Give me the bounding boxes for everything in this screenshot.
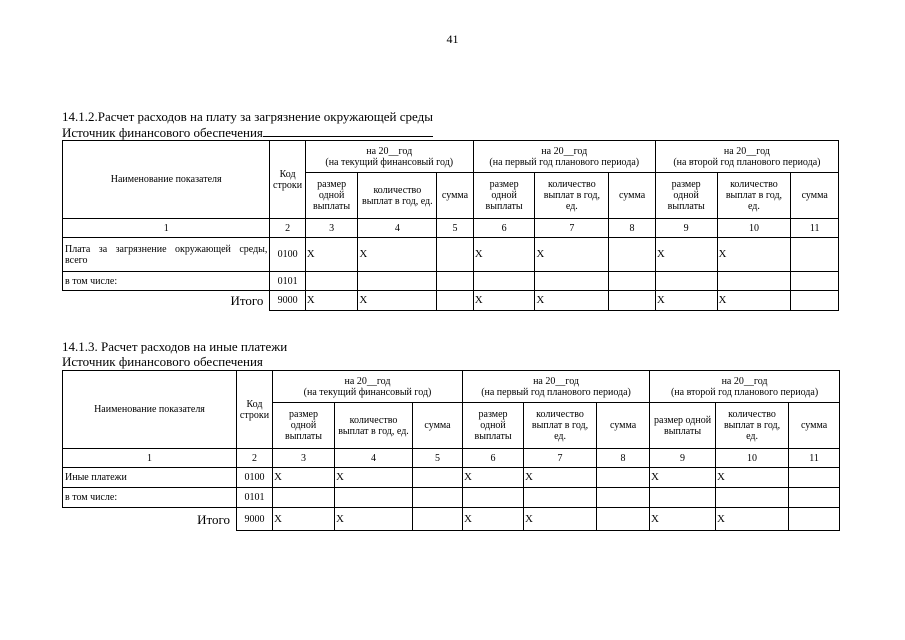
- value-cell[interactable]: [717, 272, 791, 291]
- header-period-first: на 20__год (на первый год планового периода): [463, 371, 650, 403]
- value-cell[interactable]: X: [524, 508, 597, 531]
- row-code: 9000: [237, 508, 273, 531]
- value-cell[interactable]: X: [305, 291, 358, 311]
- value-cell[interactable]: [609, 238, 656, 272]
- value-cell[interactable]: X: [524, 468, 597, 488]
- header-sum: сумма: [437, 173, 473, 219]
- column-number: 5: [413, 449, 463, 468]
- header-period-current: на 20__год (на текущий финансовый год): [273, 371, 463, 403]
- value-cell[interactable]: X: [335, 508, 413, 531]
- header-payments-count: количество выплат в год, ед.: [524, 403, 597, 449]
- column-number: 11: [789, 449, 840, 468]
- total-row: [63, 508, 840, 531]
- value-cell[interactable]: [597, 468, 650, 488]
- header-sum: сумма: [597, 403, 650, 449]
- column-number-row: [63, 219, 839, 238]
- value-cell[interactable]: [597, 488, 650, 508]
- value-cell[interactable]: [358, 272, 437, 291]
- header-payments-count: количество выплат в год, ед.: [716, 403, 789, 449]
- funding-source-label-2: [62, 355, 263, 369]
- value-cell[interactable]: [473, 272, 535, 291]
- column-number: 7: [524, 449, 597, 468]
- funding-source-text: Источник финансового обеспечения: [62, 125, 263, 140]
- value-cell[interactable]: X: [473, 238, 535, 272]
- column-number-row: [63, 449, 840, 468]
- value-cell[interactable]: [597, 508, 650, 531]
- value-cell[interactable]: [716, 488, 789, 508]
- header-indicator: Наименование показателя: [63, 141, 270, 219]
- value-cell[interactable]: X: [273, 508, 335, 531]
- value-cell[interactable]: [789, 508, 840, 531]
- value-cell[interactable]: X: [716, 508, 789, 531]
- row-name: Плата за загрязнение окружающей среды, всего: [63, 238, 270, 272]
- value-cell[interactable]: [273, 488, 335, 508]
- column-number: 10: [717, 219, 791, 238]
- value-cell[interactable]: X: [650, 468, 716, 488]
- header-payments-count: количество выплат в год, ед.: [335, 403, 413, 449]
- header-period-second: на 20__год (на второй год планового периода): [655, 141, 838, 173]
- column-number: 3: [273, 449, 335, 468]
- header-payment-size: размер одной выплаты: [655, 173, 717, 219]
- header-payment-size: размер одной выплаты: [273, 403, 335, 449]
- value-cell[interactable]: [413, 468, 463, 488]
- value-cell[interactable]: [305, 272, 358, 291]
- value-cell[interactable]: [535, 272, 609, 291]
- value-cell[interactable]: X: [535, 238, 609, 272]
- value-cell[interactable]: [609, 291, 656, 311]
- header-code: Код строки: [237, 371, 273, 449]
- row-name: в том числе:: [63, 272, 270, 291]
- header-payment-size: размер одной выплаты: [650, 403, 716, 449]
- column-number: 8: [609, 219, 656, 238]
- column-number: 5: [437, 219, 473, 238]
- row-code: 9000: [270, 291, 305, 311]
- funding-source-text: Источник финансового обеспечения: [62, 354, 263, 369]
- header-period-first: на 20__год (на первый год планового периода): [473, 141, 655, 173]
- total-label: Итого: [197, 511, 230, 527]
- table-row: [63, 272, 839, 291]
- value-cell[interactable]: [791, 272, 839, 291]
- header-payment-size: размер одной выплаты: [473, 173, 535, 219]
- value-cell[interactable]: [650, 488, 716, 508]
- value-cell[interactable]: X: [305, 238, 358, 272]
- column-number: 2: [237, 449, 273, 468]
- column-number: 4: [358, 219, 437, 238]
- pollution-payment-table: [62, 140, 839, 311]
- header-payments-count: количество выплат в год, ед.: [717, 173, 791, 219]
- value-cell[interactable]: [791, 291, 839, 311]
- row-name: в том числе:: [63, 488, 237, 508]
- column-number: 2: [270, 219, 305, 238]
- value-cell[interactable]: [609, 272, 656, 291]
- row-name: Иные платежи: [63, 468, 237, 488]
- value-cell[interactable]: X: [358, 291, 437, 311]
- column-number: 6: [463, 449, 524, 468]
- header-period-second: на 20__год (на второй год планового периода): [650, 371, 840, 403]
- value-cell[interactable]: [335, 488, 413, 508]
- header-payment-size: размер одной выплаты: [305, 173, 358, 219]
- row-code: 0101: [237, 488, 273, 508]
- header-sum: сумма: [789, 403, 840, 449]
- value-cell[interactable]: X: [650, 508, 716, 531]
- column-number: 1: [63, 449, 237, 468]
- value-cell[interactable]: [437, 272, 473, 291]
- value-cell[interactable]: X: [535, 291, 609, 311]
- value-cell[interactable]: [789, 488, 840, 508]
- value-cell[interactable]: [413, 488, 463, 508]
- column-number: 8: [597, 449, 650, 468]
- column-number: 4: [335, 449, 413, 468]
- header-period-current: на 20__год (на текущий финансовый год): [305, 141, 473, 173]
- value-cell[interactable]: X: [717, 238, 791, 272]
- value-cell[interactable]: [524, 488, 597, 508]
- value-cell[interactable]: [789, 468, 840, 488]
- header-code: Код строки: [270, 141, 305, 219]
- value-cell[interactable]: [655, 272, 717, 291]
- value-cell[interactable]: X: [463, 508, 524, 531]
- value-cell[interactable]: X: [473, 291, 535, 311]
- column-number: 1: [63, 219, 270, 238]
- page-number: 41: [446, 32, 459, 46]
- header-sum: сумма: [609, 173, 656, 219]
- funding-source-blank: [263, 125, 433, 137]
- column-number: 10: [716, 449, 789, 468]
- header-sum: сумма: [413, 403, 463, 449]
- table-row: [63, 468, 840, 488]
- value-cell[interactable]: [791, 238, 839, 272]
- value-cell[interactable]: [437, 238, 473, 272]
- value-cell[interactable]: X: [655, 291, 717, 311]
- total-label: Итого: [230, 293, 264, 309]
- value-cell[interactable]: [413, 508, 463, 531]
- total-row: [63, 291, 839, 311]
- row-code: 0101: [270, 272, 305, 291]
- header-payments-count: количество выплат в год, ед.: [535, 173, 609, 219]
- column-number: 9: [650, 449, 716, 468]
- other-payments-table: [62, 370, 840, 531]
- column-number: 11: [791, 219, 839, 238]
- value-cell[interactable]: [437, 291, 473, 311]
- value-cell[interactable]: X: [463, 468, 524, 488]
- header-payment-size: размер одной выплаты: [463, 403, 524, 449]
- table-row: [63, 238, 839, 272]
- value-cell[interactable]: X: [655, 238, 717, 272]
- column-number: 6: [473, 219, 535, 238]
- column-number: 7: [535, 219, 609, 238]
- value-cell[interactable]: X: [335, 468, 413, 488]
- value-cell[interactable]: X: [358, 238, 437, 272]
- column-number: 9: [655, 219, 717, 238]
- value-cell[interactable]: X: [717, 291, 791, 311]
- row-code: 0100: [270, 238, 305, 272]
- value-cell[interactable]: [463, 488, 524, 508]
- header-payments-count: количество выплат в год, ед.: [358, 173, 437, 219]
- funding-source-label-1: [62, 125, 433, 140]
- value-cell[interactable]: X: [716, 468, 789, 488]
- section-heading-pollution: 14.1.2.Расчет расходов на плату за загрязнение окружающей среды: [62, 109, 433, 124]
- column-number: 3: [305, 219, 358, 238]
- section-heading-other-payments: 14.1.3. Расчет расходов на иные платежи: [62, 339, 288, 354]
- table-row: [63, 488, 840, 508]
- header-sum: сумма: [791, 173, 839, 219]
- value-cell[interactable]: X: [273, 468, 335, 488]
- header-indicator: Наименование показателя: [63, 371, 237, 449]
- row-code: 0100: [237, 468, 273, 488]
